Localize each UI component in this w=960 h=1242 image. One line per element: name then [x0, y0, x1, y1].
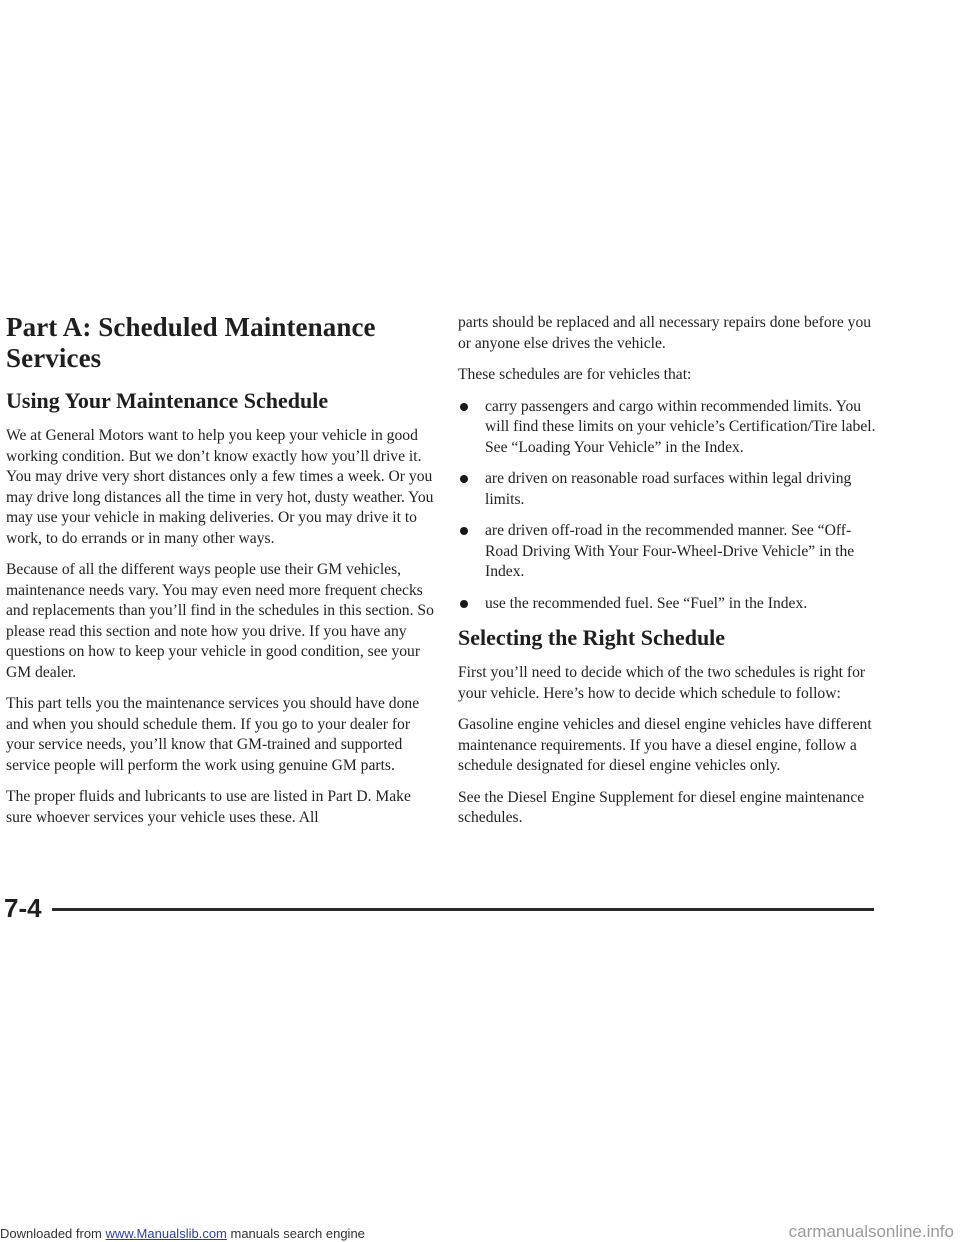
paragraph: First you’ll need to decide which of the two schedules is right for your vehicle. Here’s how to decide which schedule to follow:	[458, 664, 866, 702]
list-item-text: are driven off-road in the recommended manner. See “Off-Road Driving With Your Four-Wheel-Drive Vehicle” in the Index.	[485, 522, 855, 580]
paragraph: This part tells you the maintenance services you should have done and when you should schedule them. If you go to your dealer for your service needs, you’ll know that GM-trained and supported service people will perform the work using genuine GM parts.	[6, 695, 420, 774]
list-item-text: use the recommended fuel. See “Fuel” in the Index.	[485, 594, 808, 612]
paragraph: We at General Motors want to help you keep your vehicle in good working condition. But we don’t know exactly how you’ll drive it. You may drive very short distances only a few times a week. Or you may drive long distances all the time in very hot, dusty weather. You may use your vehicle in making deliveries. Or you may drive it to work, to do errands or in many other ways.	[6, 427, 434, 547]
left-column	[6, 312, 434, 839]
vehicle-conditions-list	[458, 397, 878, 615]
list-item	[458, 469, 878, 510]
list-item	[458, 594, 878, 615]
page-number: 7-4	[4, 893, 42, 923]
site-watermark: carmanualsonline.info	[788, 1222, 954, 1241]
banner-suffix: manuals search engine	[226, 1226, 365, 1241]
part-title: Part A: Scheduled Maintenance Services	[6, 312, 376, 373]
section-title-using-schedule: Using Your Maintenance Schedule	[6, 388, 329, 413]
list-item	[458, 521, 878, 583]
list-item	[458, 397, 878, 459]
paragraph-continuation: parts should be replaced and all necessary repairs done before you or anyone else drives the vehicle.	[458, 314, 872, 352]
list-item-text: carry passengers and cargo within recommended limits. You will find these limits on your vehicle’s Certification/Tire label. See “Loading Your Vehicle” in the Index.	[485, 397, 876, 456]
section-title-selecting-schedule: Selecting the Right Schedule	[458, 625, 726, 650]
list-item-text: are driven on reasonable road surfaces within legal driving limits.	[485, 470, 852, 508]
bullet-dot-icon	[460, 527, 468, 535]
paragraph: The proper fluids and lubricants to use are listed in Part D. Make sure whoever services your vehicle uses these. All	[6, 788, 411, 826]
bullet-dot-icon	[460, 475, 468, 483]
right-column	[458, 313, 878, 840]
bullet-dot-icon	[460, 403, 468, 411]
bullets-intro: These schedules are for vehicles that:	[458, 366, 692, 383]
manualslib-link[interactable]: www.Manualslib.com	[105, 1226, 227, 1241]
footer-rule	[52, 908, 874, 911]
paragraph: See the Diesel Engine Supplement for diesel engine maintenance schedules.	[458, 788, 865, 826]
download-source-banner	[0, 1226, 365, 1241]
banner-prefix: Downloaded from	[0, 1226, 106, 1241]
paragraph: Gasoline engine vehicles and diesel engine vehicles have different maintenance requirements. If you have a diesel engine, follow a schedule designated for diesel engine vehicles only.	[458, 716, 872, 774]
paragraph: Because of all the different ways people use their GM vehicles, maintenance needs vary. You may even need more frequent checks and replacements than you’ll find in the schedules in this section. So please read this section and note how you drive. If you have any questions on how to keep your vehicle in good condition, see your GM dealer.	[6, 561, 434, 681]
bullet-dot-icon	[460, 600, 468, 608]
